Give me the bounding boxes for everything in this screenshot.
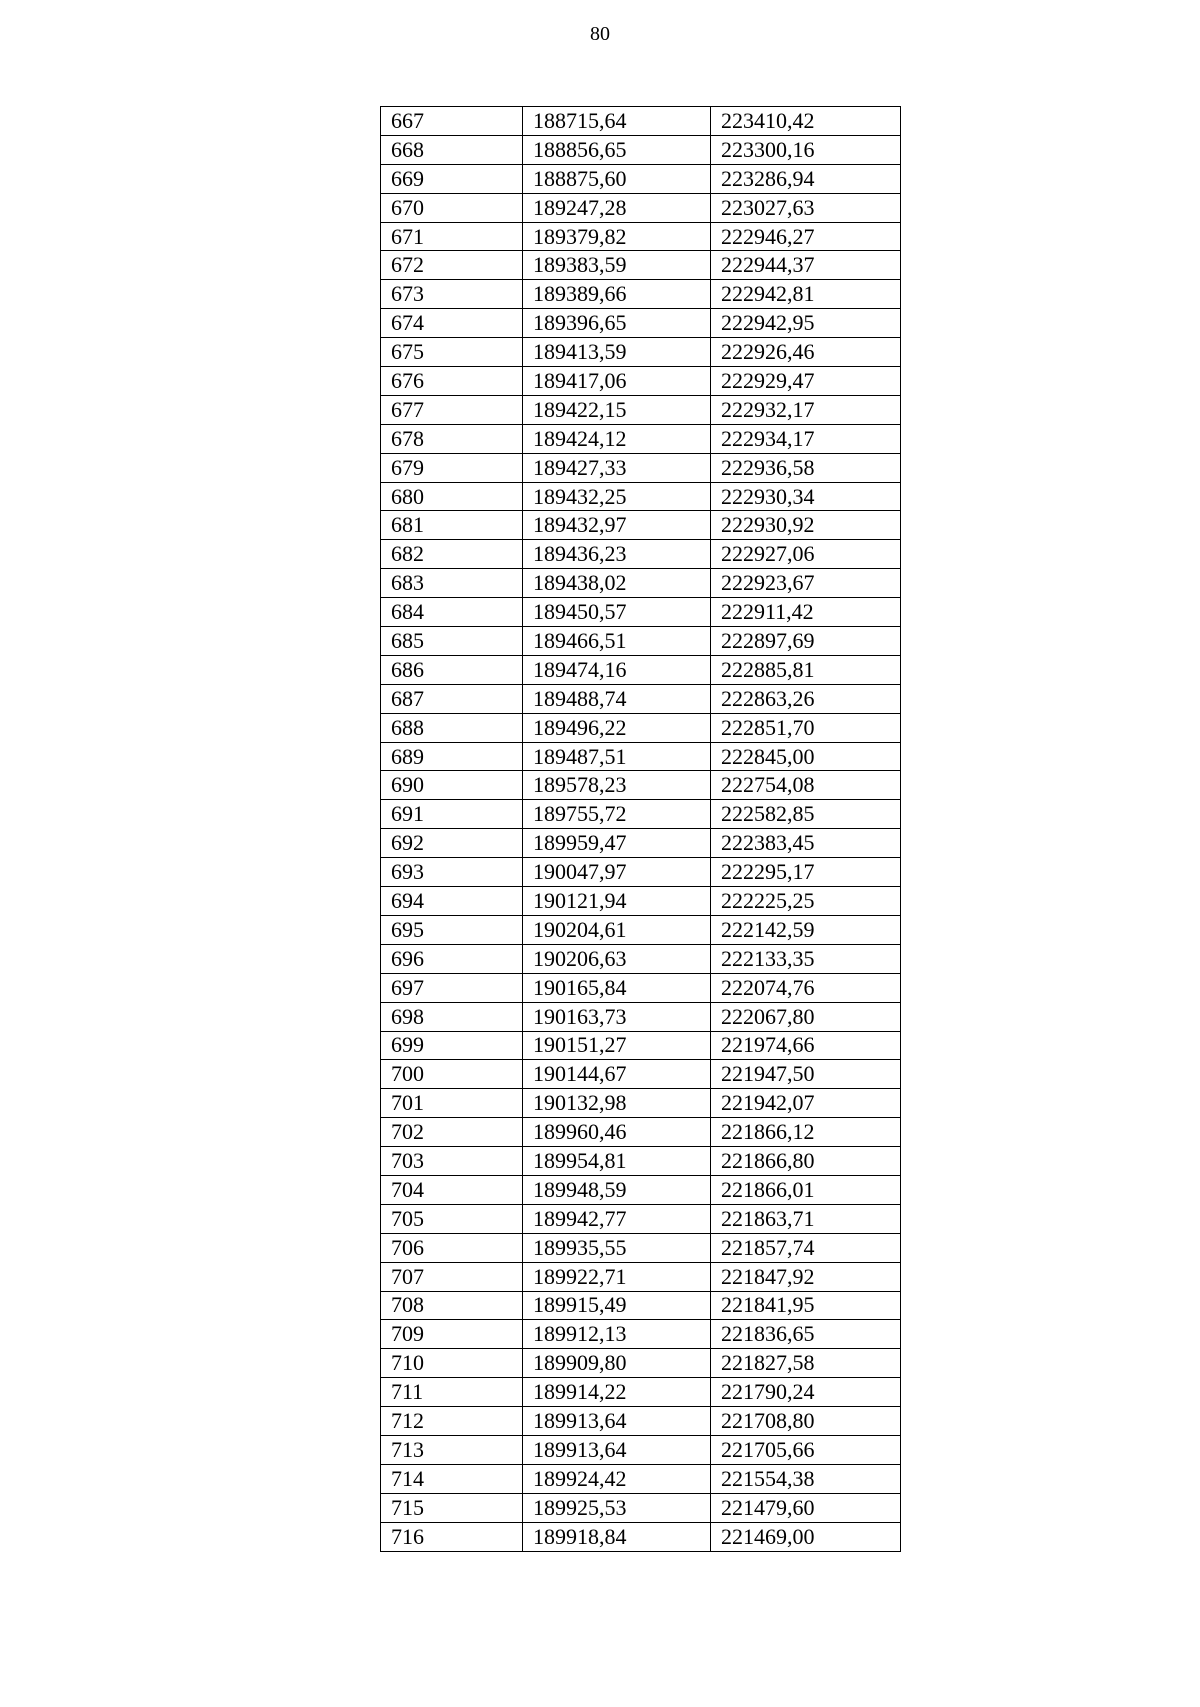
x-coordinate-cell: 189379,82	[523, 222, 711, 251]
y-coordinate-cell: 221790,24	[711, 1378, 901, 1407]
table-row	[381, 1522, 901, 1551]
table-row	[381, 395, 901, 424]
table-row	[381, 367, 901, 396]
table-row	[381, 338, 901, 367]
y-coordinate-cell: 222133,35	[711, 944, 901, 973]
x-coordinate-cell: 189466,51	[523, 627, 711, 656]
y-coordinate-cell: 221974,66	[711, 1031, 901, 1060]
point-number-cell: 712	[381, 1407, 523, 1436]
coordinates-table	[380, 106, 901, 1552]
x-coordinate-cell: 189935,55	[523, 1233, 711, 1262]
x-coordinate-cell: 189942,77	[523, 1204, 711, 1233]
x-coordinate-cell: 189948,59	[523, 1175, 711, 1204]
table-row	[381, 193, 901, 222]
point-number-cell: 690	[381, 771, 523, 800]
y-coordinate-cell: 222863,26	[711, 684, 901, 713]
x-coordinate-cell: 189488,74	[523, 684, 711, 713]
table-row	[381, 684, 901, 713]
point-number-cell: 680	[381, 482, 523, 511]
table-row	[381, 511, 901, 540]
x-coordinate-cell: 189914,22	[523, 1378, 711, 1407]
y-coordinate-cell: 221827,58	[711, 1349, 901, 1378]
point-number-cell: 710	[381, 1349, 523, 1378]
x-coordinate-cell: 189915,49	[523, 1291, 711, 1320]
point-number-cell: 673	[381, 280, 523, 309]
table-row	[381, 771, 901, 800]
y-coordinate-cell: 222923,67	[711, 569, 901, 598]
point-number-cell: 672	[381, 251, 523, 280]
point-number-cell: 682	[381, 540, 523, 569]
table-row	[381, 280, 901, 309]
x-coordinate-cell: 189383,59	[523, 251, 711, 280]
x-coordinate-cell: 189432,25	[523, 482, 711, 511]
y-coordinate-cell: 222067,80	[711, 1002, 901, 1031]
table-row	[381, 1204, 901, 1233]
y-coordinate-cell: 221469,00	[711, 1522, 901, 1551]
point-number-cell: 691	[381, 800, 523, 829]
x-coordinate-cell: 190047,97	[523, 858, 711, 887]
x-coordinate-cell: 189925,53	[523, 1493, 711, 1522]
point-number-cell: 688	[381, 713, 523, 742]
x-coordinate-cell: 190121,94	[523, 887, 711, 916]
point-number-cell: 667	[381, 107, 523, 136]
x-coordinate-cell: 189247,28	[523, 193, 711, 222]
point-number-cell: 700	[381, 1060, 523, 1089]
x-coordinate-cell: 189422,15	[523, 395, 711, 424]
y-coordinate-cell: 222930,34	[711, 482, 901, 511]
table-row	[381, 655, 901, 684]
table-row	[381, 1464, 901, 1493]
point-number-cell: 677	[381, 395, 523, 424]
y-coordinate-cell: 223027,63	[711, 193, 901, 222]
table-row	[381, 1089, 901, 1118]
y-coordinate-cell: 221705,66	[711, 1435, 901, 1464]
x-coordinate-cell: 189438,02	[523, 569, 711, 598]
x-coordinate-cell: 189450,57	[523, 598, 711, 627]
table-row	[381, 1233, 901, 1262]
y-coordinate-cell: 221947,50	[711, 1060, 901, 1089]
point-number-cell: 693	[381, 858, 523, 887]
point-number-cell: 697	[381, 973, 523, 1002]
point-number-cell: 684	[381, 598, 523, 627]
point-number-cell: 685	[381, 627, 523, 656]
point-number-cell: 686	[381, 655, 523, 684]
x-coordinate-cell: 188856,65	[523, 135, 711, 164]
table-row	[381, 915, 901, 944]
x-coordinate-cell: 189913,64	[523, 1435, 711, 1464]
point-number-cell: 702	[381, 1118, 523, 1147]
y-coordinate-cell: 223300,16	[711, 135, 901, 164]
point-number-cell: 671	[381, 222, 523, 251]
y-coordinate-cell: 222942,81	[711, 280, 901, 309]
y-coordinate-cell: 221554,38	[711, 1464, 901, 1493]
y-coordinate-cell: 222942,95	[711, 309, 901, 338]
y-coordinate-cell: 222897,69	[711, 627, 901, 656]
x-coordinate-cell: 189424,12	[523, 424, 711, 453]
y-coordinate-cell: 221847,92	[711, 1262, 901, 1291]
point-number-cell: 670	[381, 193, 523, 222]
point-number-cell: 705	[381, 1204, 523, 1233]
x-coordinate-cell: 189427,33	[523, 453, 711, 482]
table-row	[381, 1002, 901, 1031]
point-number-cell: 681	[381, 511, 523, 540]
y-coordinate-cell: 222911,42	[711, 598, 901, 627]
y-coordinate-cell: 221708,80	[711, 1407, 901, 1436]
x-coordinate-cell: 189413,59	[523, 338, 711, 367]
y-coordinate-cell: 222295,17	[711, 858, 901, 887]
table-row	[381, 887, 901, 916]
table-row	[381, 800, 901, 829]
y-coordinate-cell: 222142,59	[711, 915, 901, 944]
table-row	[381, 309, 901, 338]
x-coordinate-cell: 189432,97	[523, 511, 711, 540]
point-number-cell: 683	[381, 569, 523, 598]
y-coordinate-cell: 222074,76	[711, 973, 901, 1002]
x-coordinate-cell: 189918,84	[523, 1522, 711, 1551]
x-coordinate-cell: 189396,65	[523, 309, 711, 338]
x-coordinate-cell: 190204,61	[523, 915, 711, 944]
point-number-cell: 676	[381, 367, 523, 396]
x-coordinate-cell: 189913,64	[523, 1407, 711, 1436]
table-row	[381, 742, 901, 771]
y-coordinate-cell: 221841,95	[711, 1291, 901, 1320]
x-coordinate-cell: 190132,98	[523, 1089, 711, 1118]
table-row	[381, 973, 901, 1002]
x-coordinate-cell: 190151,27	[523, 1031, 711, 1060]
point-number-cell: 689	[381, 742, 523, 771]
y-coordinate-cell: 222934,17	[711, 424, 901, 453]
table-row	[381, 540, 901, 569]
table-row	[381, 222, 901, 251]
x-coordinate-cell: 189912,13	[523, 1320, 711, 1349]
y-coordinate-cell: 222927,06	[711, 540, 901, 569]
table-row	[381, 107, 901, 136]
y-coordinate-cell: 221863,71	[711, 1204, 901, 1233]
y-coordinate-cell: 222929,47	[711, 367, 901, 396]
coordinates-table-body	[381, 107, 901, 1552]
y-coordinate-cell: 221836,65	[711, 1320, 901, 1349]
y-coordinate-cell: 222930,92	[711, 511, 901, 540]
x-coordinate-cell: 190163,73	[523, 1002, 711, 1031]
table-row	[381, 627, 901, 656]
y-coordinate-cell: 222936,58	[711, 453, 901, 482]
table-row	[381, 829, 901, 858]
x-coordinate-cell: 189959,47	[523, 829, 711, 858]
y-coordinate-cell: 222225,25	[711, 887, 901, 916]
point-number-cell: 687	[381, 684, 523, 713]
point-number-cell: 715	[381, 1493, 523, 1522]
x-coordinate-cell: 189487,51	[523, 742, 711, 771]
table-row	[381, 944, 901, 973]
y-coordinate-cell: 222885,81	[711, 655, 901, 684]
table-row	[381, 1493, 901, 1522]
table-row	[381, 1031, 901, 1060]
point-number-cell: 708	[381, 1291, 523, 1320]
y-coordinate-cell: 222932,17	[711, 395, 901, 424]
y-coordinate-cell: 222754,08	[711, 771, 901, 800]
table-row	[381, 251, 901, 280]
point-number-cell: 714	[381, 1464, 523, 1493]
y-coordinate-cell: 221866,01	[711, 1175, 901, 1204]
x-coordinate-cell: 189755,72	[523, 800, 711, 829]
point-number-cell: 675	[381, 338, 523, 367]
table-row	[381, 453, 901, 482]
table-row	[381, 858, 901, 887]
y-coordinate-cell: 221942,07	[711, 1089, 901, 1118]
y-coordinate-cell: 222926,46	[711, 338, 901, 367]
x-coordinate-cell: 189474,16	[523, 655, 711, 684]
table-row	[381, 1060, 901, 1089]
y-coordinate-cell: 221866,80	[711, 1147, 901, 1176]
y-coordinate-cell: 221479,60	[711, 1493, 901, 1522]
point-number-cell: 703	[381, 1147, 523, 1176]
table-row	[381, 1291, 901, 1320]
table-row	[381, 1435, 901, 1464]
y-coordinate-cell: 222383,45	[711, 829, 901, 858]
table-row	[381, 1262, 901, 1291]
table-row	[381, 569, 901, 598]
point-number-cell: 713	[381, 1435, 523, 1464]
point-number-cell: 699	[381, 1031, 523, 1060]
table-row	[381, 1407, 901, 1436]
y-coordinate-cell: 222582,85	[711, 800, 901, 829]
table-row	[381, 713, 901, 742]
y-coordinate-cell: 221857,74	[711, 1233, 901, 1262]
y-coordinate-cell: 222845,00	[711, 742, 901, 771]
x-coordinate-cell: 189922,71	[523, 1262, 711, 1291]
x-coordinate-cell: 189496,22	[523, 713, 711, 742]
x-coordinate-cell: 188875,60	[523, 164, 711, 193]
x-coordinate-cell: 188715,64	[523, 107, 711, 136]
point-number-cell: 679	[381, 453, 523, 482]
point-number-cell: 678	[381, 424, 523, 453]
point-number-cell: 709	[381, 1320, 523, 1349]
point-number-cell: 704	[381, 1175, 523, 1204]
point-number-cell: 669	[381, 164, 523, 193]
point-number-cell: 674	[381, 309, 523, 338]
table-row	[381, 1378, 901, 1407]
y-coordinate-cell: 221866,12	[711, 1118, 901, 1147]
x-coordinate-cell: 190144,67	[523, 1060, 711, 1089]
point-number-cell: 716	[381, 1522, 523, 1551]
x-coordinate-cell: 190206,63	[523, 944, 711, 973]
x-coordinate-cell: 189389,66	[523, 280, 711, 309]
y-coordinate-cell: 222851,70	[711, 713, 901, 742]
point-number-cell: 707	[381, 1262, 523, 1291]
table-row	[381, 482, 901, 511]
table-row	[381, 424, 901, 453]
x-coordinate-cell: 189578,23	[523, 771, 711, 800]
table-row	[381, 1118, 901, 1147]
y-coordinate-cell: 223410,42	[711, 107, 901, 136]
page-number: 80	[590, 23, 610, 45]
point-number-cell: 695	[381, 915, 523, 944]
x-coordinate-cell: 189436,23	[523, 540, 711, 569]
point-number-cell: 668	[381, 135, 523, 164]
table-row	[381, 1320, 901, 1349]
point-number-cell: 706	[381, 1233, 523, 1262]
table-row	[381, 164, 901, 193]
point-number-cell: 698	[381, 1002, 523, 1031]
x-coordinate-cell: 189909,80	[523, 1349, 711, 1378]
x-coordinate-cell: 190165,84	[523, 973, 711, 1002]
x-coordinate-cell: 189924,42	[523, 1464, 711, 1493]
table-row	[381, 598, 901, 627]
table-row	[381, 1175, 901, 1204]
y-coordinate-cell: 222946,27	[711, 222, 901, 251]
point-number-cell: 711	[381, 1378, 523, 1407]
table-row	[381, 1147, 901, 1176]
table-row	[381, 1349, 901, 1378]
point-number-cell: 696	[381, 944, 523, 973]
x-coordinate-cell: 189954,81	[523, 1147, 711, 1176]
point-number-cell: 701	[381, 1089, 523, 1118]
y-coordinate-cell: 223286,94	[711, 164, 901, 193]
point-number-cell: 694	[381, 887, 523, 916]
x-coordinate-cell: 189960,46	[523, 1118, 711, 1147]
x-coordinate-cell: 189417,06	[523, 367, 711, 396]
point-number-cell: 692	[381, 829, 523, 858]
table-row	[381, 135, 901, 164]
y-coordinate-cell: 222944,37	[711, 251, 901, 280]
